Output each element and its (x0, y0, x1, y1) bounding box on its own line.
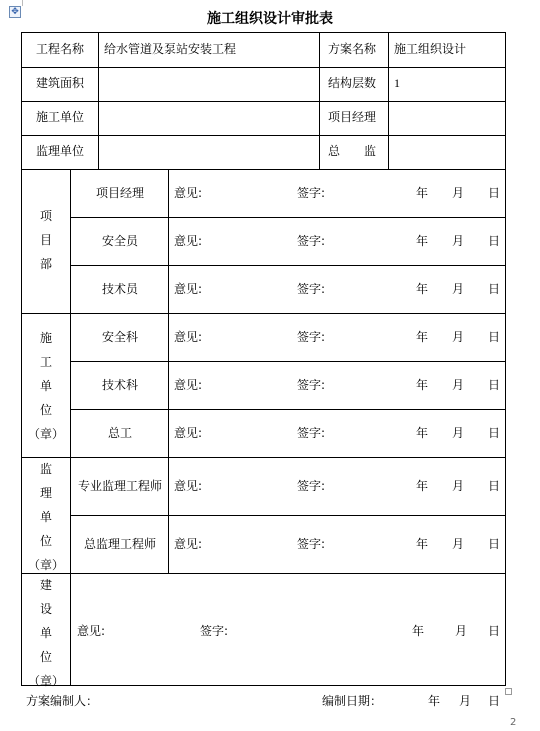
month-label: 月 (452, 378, 465, 392)
area-label: 建筑面积 (36, 76, 85, 90)
year-label: 年 (416, 186, 429, 200)
year-label: 年 (412, 624, 425, 638)
day-label: 日 (488, 234, 501, 248)
day-label: 日 (488, 282, 501, 296)
opinion-label: 意见: (174, 378, 203, 392)
opinion-label: 意见: (174, 330, 203, 344)
year-label: 年 (416, 282, 429, 296)
role-label: 技术科 (102, 378, 139, 392)
day-label: 日 (488, 186, 501, 200)
section-project-dept: 项 目 部 (39, 209, 52, 271)
signature-label: 签字: (200, 624, 229, 638)
role-label: 总工 (108, 426, 133, 440)
day-label: 日 (488, 426, 501, 440)
signature-label: 签字: (297, 537, 326, 551)
year-label: 年 (416, 378, 429, 392)
project-name-label: 工程名称 (36, 42, 85, 56)
constructor-label: 施工单位 (36, 110, 85, 124)
year-label: 年 (416, 426, 429, 440)
day-label: 日 (488, 378, 501, 392)
signature-label: 签字: (297, 282, 326, 296)
day-label: 日 (488, 330, 501, 344)
month-label: 月 (452, 330, 465, 344)
year-label: 年 (416, 330, 429, 344)
page-title: 施工组织设计审批表 (207, 11, 333, 27)
table-move-handle-icon[interactable]: ✥ (9, 6, 21, 18)
signature-label: 签字: (297, 330, 326, 344)
footer-day: 日 (488, 694, 501, 708)
role-label: 项目经理 (96, 186, 145, 200)
day-label: 日 (488, 479, 501, 493)
chief-supervisor-label: 总 监 (328, 144, 377, 158)
signature-label: 签字: (297, 378, 326, 392)
month-label: 月 (452, 479, 465, 493)
month-label: 月 (452, 186, 465, 200)
plan-name-label: 方案名称 (328, 42, 377, 56)
footer-month: 月 (459, 694, 472, 708)
floors-value: 1 (394, 76, 400, 90)
margin-mark (22, 0, 23, 6)
floors-label: 结构层数 (328, 76, 377, 90)
supervisor-unit-label: 监理单位 (36, 144, 85, 158)
section-construction-unit: 施 工 单 位 （章） (27, 331, 64, 441)
date-label: 编制日期： (322, 694, 383, 708)
month-label: 月 (452, 282, 465, 296)
opinion-label: 意见: (174, 479, 203, 493)
section-construction-owner: 建 设 单 位 （章） (27, 578, 64, 688)
year-label: 年 (416, 234, 429, 248)
role-label: 技术员 (102, 282, 139, 296)
signature-label: 签字: (297, 426, 326, 440)
signature-label: 签字: (297, 479, 326, 493)
role-label: 专业监理工程师 (78, 479, 163, 493)
opinion-label: 意见: (174, 282, 203, 296)
project-name-value: 给水管道及泵站安装工程 (104, 42, 237, 56)
opinion-label: 意见: (174, 426, 203, 440)
month-label: 月 (452, 234, 465, 248)
opinion-label: 意见: (77, 624, 106, 638)
month-label: 月 (455, 624, 468, 638)
role-label: 安全员 (102, 234, 139, 248)
page-number: 2 (510, 717, 517, 728)
opinion-label: 意见: (174, 234, 203, 248)
signature-label: 签字: (297, 186, 326, 200)
year-label: 年 (416, 479, 429, 493)
role-label: 总监理工程师 (84, 537, 157, 551)
opinion-label: 意见: (174, 186, 203, 200)
preparer-label: 方案编制人： (26, 694, 99, 708)
table-resize-handle[interactable] (505, 688, 512, 695)
month-label: 月 (452, 537, 465, 551)
signature-label: 签字: (297, 234, 326, 248)
opinion-label: 意见: (174, 537, 203, 551)
day-label: 日 (488, 624, 501, 638)
footer-year: 年 (428, 694, 441, 708)
role-label: 安全科 (102, 330, 139, 344)
month-label: 月 (452, 426, 465, 440)
section-supervision-unit: 监 理 单 位 （章） (27, 462, 64, 572)
day-label: 日 (488, 537, 501, 551)
plan-name-value: 施工组织设计 (394, 42, 467, 56)
approval-table (21, 32, 506, 686)
year-label: 年 (416, 537, 429, 551)
pm-label: 项目经理 (328, 110, 377, 124)
